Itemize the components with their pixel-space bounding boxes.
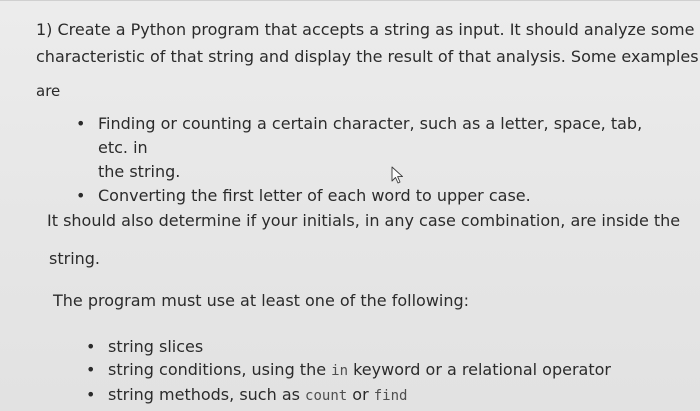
top-border — [0, 0, 700, 1]
question-line-2: characteristic of that string and display the result of that analysis. Some examples — [36, 47, 699, 66]
question-line-3: are — [36, 82, 61, 100]
option-slices-text: string slices — [108, 337, 204, 356]
example-item-counting-line2: the string. — [98, 162, 181, 181]
example-item-uppercase — [76, 184, 666, 208]
example-item-counting — [76, 112, 666, 184]
option-conditions-code: in — [331, 363, 349, 379]
examples-list — [76, 112, 666, 208]
initials-line-2: string. — [49, 249, 101, 268]
option-methods-pre: string methods, such as — [108, 385, 306, 404]
option-item-methods — [86, 383, 646, 408]
option-item-slices — [86, 335, 646, 358]
initials-line-1: It should also determine if your initials, in any case combination, are inside the — [47, 211, 681, 230]
requirement-text: The program must use at least one of the following: — [53, 291, 470, 310]
option-methods-code-count: count — [305, 388, 348, 404]
mouse-pointer-icon — [391, 166, 405, 184]
options-list — [86, 335, 646, 408]
option-conditions-pre: string conditions, using the — [108, 360, 332, 379]
example-item-counting-line1: • Finding or counting a certain character, such as a letter, space, tab, etc. in — [98, 114, 643, 157]
option-methods-code-find: find — [373, 388, 408, 404]
question-line-1: 1) Create a Python program that accepts a string as input. It should analyze some — [36, 20, 695, 39]
option-conditions-post: keyword or a relational operator — [348, 360, 611, 379]
example-item-uppercase-line1: • Converting the first letter of each word to upper case. — [98, 186, 531, 205]
option-item-conditions — [86, 358, 646, 383]
option-methods-mid: or — [347, 385, 374, 404]
